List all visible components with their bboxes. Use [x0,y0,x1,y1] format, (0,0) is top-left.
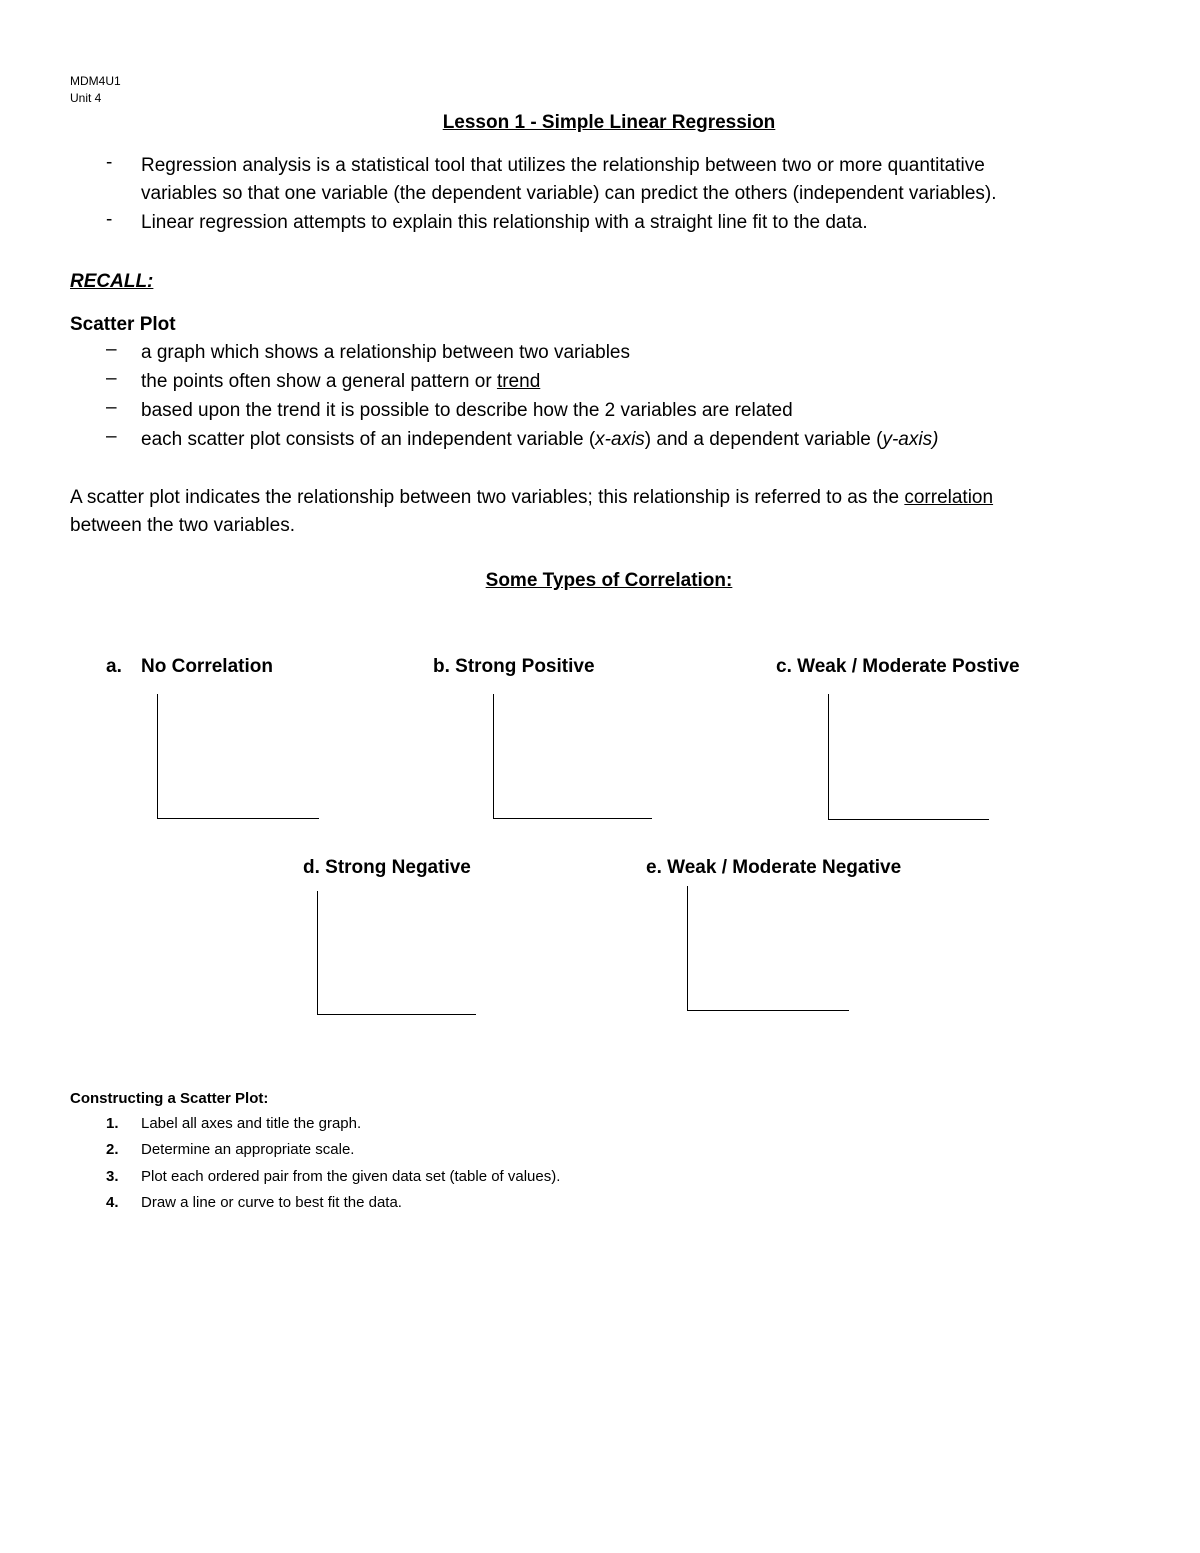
step-number: 4. [106,1194,119,1211]
types-heading: Some Types of Correlation: [485,570,733,591]
scatter-item-2-text: the points often show a general pattern or [141,371,497,392]
axes-weak-moderate-negative [687,886,849,1011]
intro-bullet-1-line-2: variables so that one variable (the dependent variable) can predict the others (independent variables). [141,183,997,204]
label-strong-negative: d. Strong Negative [303,857,471,878]
scatter-item-3: based upon the trend it is possible to describe how the 2 variables are related [141,400,793,421]
y-axis-term: y-axis) [882,429,939,450]
step-number: 3. [106,1168,119,1185]
intro-bullet-2: Linear regression attempts to explain this relationship with a straight line fit to the data. [141,212,868,233]
axes-strong-positive [493,694,652,819]
dash-marker: – [106,368,117,389]
step-number: 2. [106,1141,119,1158]
lesson-title: Lesson 1 - Simple Linear Regression [442,112,776,133]
step-text: Draw a line or curve to best fit the data. [141,1194,402,1211]
step-number: 1. [106,1115,119,1132]
dash-marker: – [106,426,117,447]
axes-weak-moderate-positive [828,694,989,820]
scatter-item-4-b: ) and a dependent variable ( [644,429,883,450]
recall-label: RECALL: [70,271,154,292]
correlation-para-text: A scatter plot indicates the relationship between two variables; this relationship is referred to as the [70,487,905,508]
bullet-marker: - [106,209,113,230]
label-a-letter: a. [106,656,122,677]
bullet-marker: - [106,152,113,173]
axes-no-correlation [157,694,319,819]
course-code: MDM4U1 [70,74,121,88]
correlation-term: correlation [904,487,994,508]
scatter-item-2 [141,368,540,396]
scatter-item-4-a: each scatter plot consists of an independent variable ( [141,429,596,450]
scatter-item-4 [141,426,938,454]
dash-marker: – [106,339,117,360]
constructing-heading: Constructing a Scatter Plot: [70,1090,269,1107]
unit-label: Unit 4 [70,91,102,105]
scatter-item-1: a graph which shows a relationship between two variables [141,342,630,363]
step-text: Determine an appropriate scale. [141,1141,355,1158]
correlation-para-line-2: between the two variables. [70,515,295,536]
step-text: Plot each ordered pair from the given data set (table of values). [141,1168,561,1185]
intro-bullet-1-line-1: Regression analysis is a statistical tool that utilizes the relationship between two or more quantitative [141,155,985,176]
label-weak-moderate-positive: c. Weak / Moderate Postive [776,656,1020,677]
correlation-para-line-1 [70,484,993,512]
label-strong-positive: b. Strong Positive [433,656,595,677]
scatter-plot-heading: Scatter Plot [70,314,176,335]
trend-term: trend [496,371,541,392]
label-no-correlation: No Correlation [141,656,273,677]
dash-marker: – [106,397,117,418]
step-text: Label all axes and title the graph. [141,1115,362,1132]
axes-strong-negative [317,891,476,1015]
label-weak-moderate-negative: e. Weak / Moderate Negative [646,857,902,878]
x-axis-term: x-axis [595,429,645,450]
